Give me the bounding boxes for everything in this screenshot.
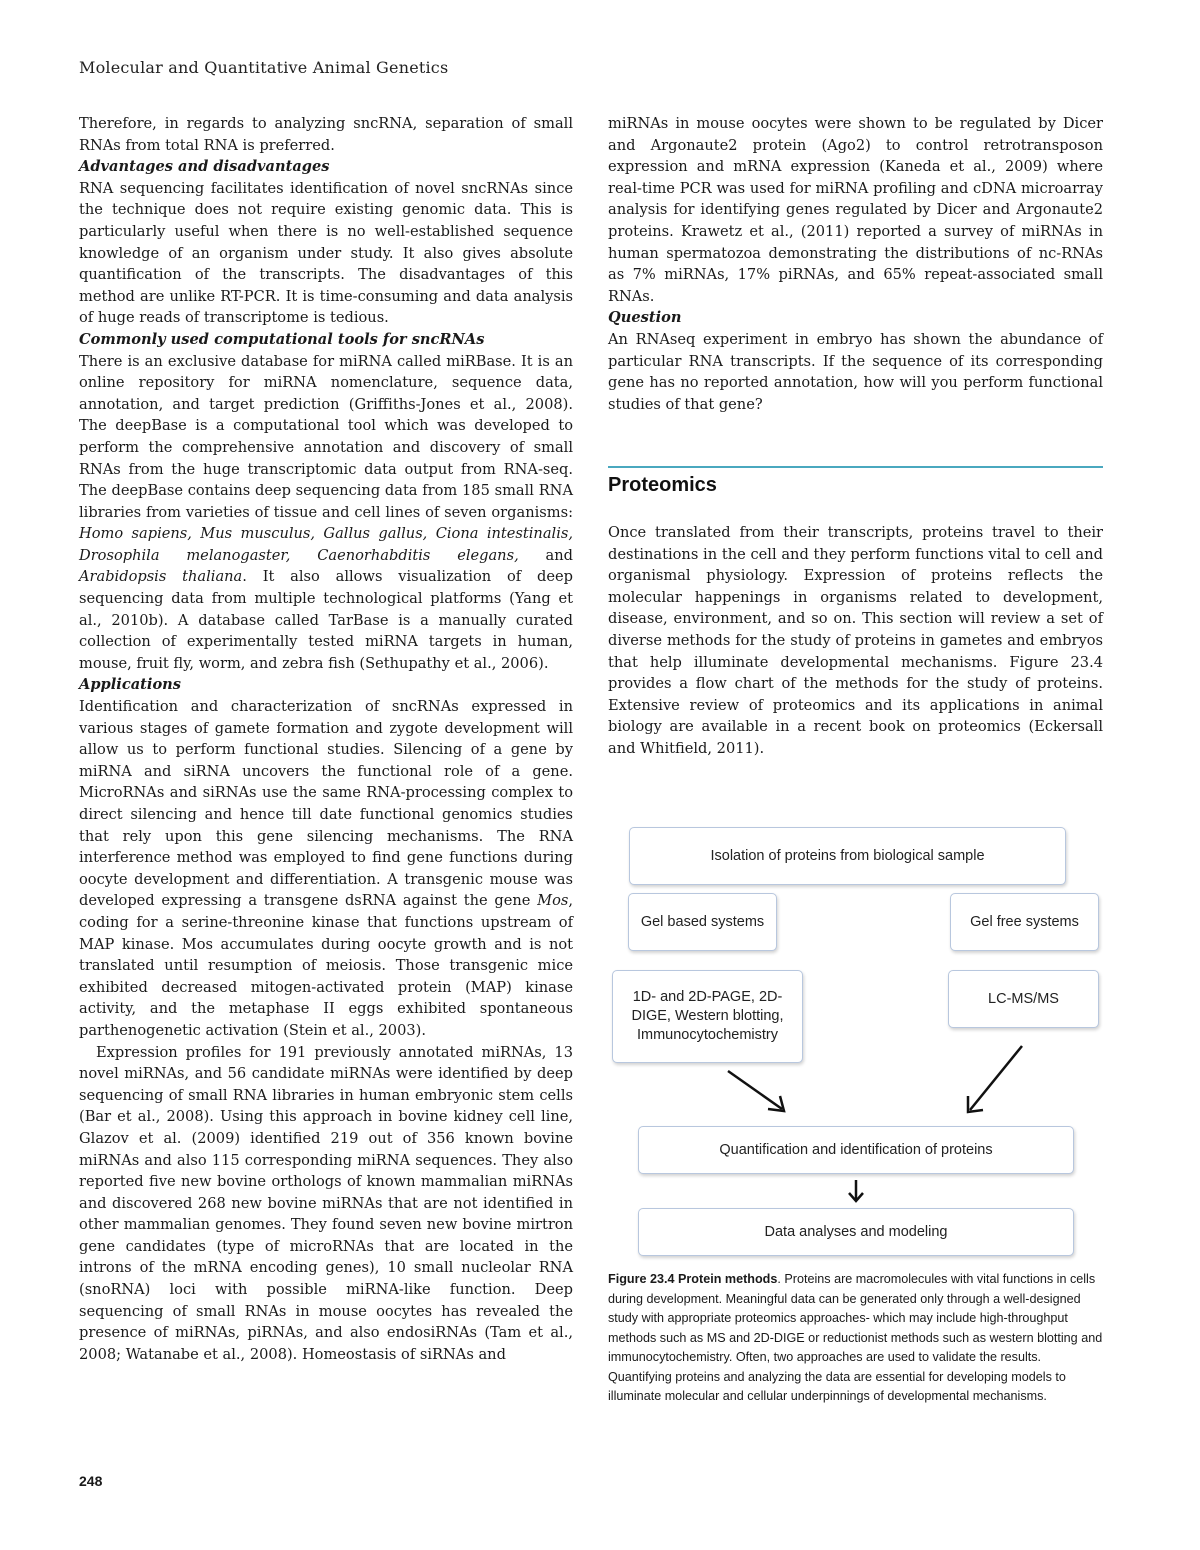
tools-heading: Commonly used computational tools for sncRNAs	[79, 330, 485, 348]
question-paragraph: An RNAseq experiment in embryo has shown the abundance of particular RNA transcripts. If the sequence of its corresponding gene has no reported annotation, how will you perform functional studies of that gene?	[608, 330, 1103, 413]
applications-text-2: , coding for a serine-threonine kinase that functions upstream of MAP kinase. Mos accumulates during oocyte growth and is not translated until resumption of meiosis. Those transgenic mice exhibited decreased mitogen-activated protein (MAP) kinase activity, and the metaphase II eggs exhibited spontaneous parthenogenetic activation (Stein et al., 2003).	[79, 892, 573, 1039]
isolation-box: Isolation of proteins from biological sample	[629, 827, 1066, 885]
proteomics-paragraph: Once translated from their transcripts, proteins travel to their destinations in the cell and they perform functions vital to cell and organismal physiology. Expression of proteins reflects the molecular happenings in organisms related to development, disease, environment, and so on. This section will review a set of diverse methods for the study of proteins in gametes and embryos that help illuminate developmental mechanisms. Figure 23.4 provides a flow chart of the methods for the study of proteins. Extensive review of proteomics and its applications in animal biology are available in a recent book on proteomics (Eckersall and Whitfield, 2011).	[608, 524, 1103, 757]
applications-heading: Applications	[79, 676, 182, 694]
quantification-box: Quantification and identification of proteins	[638, 1126, 1074, 1174]
arrow-down-icon	[846, 1177, 866, 1205]
gel-based-box: Gel based systems	[628, 893, 777, 951]
arrow-left-icon	[718, 1065, 798, 1125]
applications-paragraph	[79, 696, 573, 1042]
caption-title: Protein methods	[678, 1272, 778, 1286]
caption-text: . Proteins are macromolecules with vital functions in cells during development. Meaningful data can be generated only through a well-designed study with appropriate proteomics approaches- which may include high-throughput methods such as MS and 2D-DIGE or reductionist methods such as western blotting and immunocytochemistry. Often, two approaches are used to validate the results. Quantifying proteins and analyzing the data are essential for developing models to illuminate molecular and cellular underpinnings of developmental mechanisms.	[608, 1272, 1103, 1403]
continuation-paragraph: miRNAs in mouse oocytes were shown to be regulated by Dicer and Argonaute2 protein (Ago2) to control retrotransposon expression and mRNA expression (Kaneda et al., 2009) where real-time PCR was used for miRNA profiling and cDNA microarray analysis for identifying genes regulated by Dicer and Argonaute2 proteins. Krawetz et al., (2011) reported a survey of miRNAs in human spermatozoa demonstrating the distributions of nc-RNAs as 7% miRNAs, 17% piRNAs, and 65% repeat-associated small RNAs.	[608, 115, 1103, 305]
tools-species-last: Arabidopsis thaliana	[79, 568, 243, 586]
applications-gene: Mos	[537, 892, 569, 910]
proteomics-body	[608, 522, 1103, 760]
expression-paragraph: Expression profiles for 191 previously annotated miRNAs, 13 novel miRNAs, and 56 candidate miRNAs were identified by deep sequencing of small RNA libraries in human embryonic stem cells (Bar et al., 2008). Using this approach in bovine kidney cell line, Glazov et al. (2009) identified 219 out of 356 known bovine miRNAs and also 115 corresponding miRNA sequences. They also reported five new bovine orthologs of known mammalian miRNAs and discovered 268 new bovine miRNAs that are not identified in other mammalian genomes. They found seven new bovine mirtron gene candidates (type of microRNAs that are located in the introns of the mRNA encoding genes), 10 small nucleolar RNA (snoRNA) loci with possible miRNA-like function. Deep sequencing of small RNAs in mouse oocytes has revealed the presence of miRNAs, piRNAs, and also endosiRNAs (Tam et al., 2008; Watanabe et al., 2008). Homeostasis of siRNAs and	[79, 1043, 573, 1363]
gel-free-box: Gel free systems	[950, 893, 1099, 951]
left-column	[79, 113, 573, 1365]
intro-paragraph: Therefore, in regards to analyzing sncRNA, separation of small RNAs from total RNA is preferred.	[79, 115, 573, 154]
tools-and: and	[518, 546, 573, 564]
running-head: Molecular and Quantitative Animal Genetics	[79, 58, 449, 77]
lcms-box: LC-MS/MS	[948, 970, 1099, 1028]
gel-methods-box: 1D- and 2D-PAGE, 2D-DIGE, Western blotting, Immunocytochemistry	[612, 970, 803, 1063]
question-heading: Question	[608, 309, 682, 327]
applications-text-1: Identification and characterization of sncRNAs expressed in various stages of gamete formation and zygote development will allow us to perform functional studies. Silencing of a gene by miRNA and siRNA uncovers the functional role of a gene. MicroRNAs and siRNAs use the same RNA-processing complex to direct silencing and hence till date functional genomics studies that rely upon this gene silencing mechanisms. The RNA interference method was employed to find gene functions during oocyte development and differentiation. A transgenic mouse was developed expressing a transgene dsRNA against the gene	[79, 698, 573, 910]
tools-text-1: There is an exclusive database for miRNA called miRBase. It is an online repository for miRNA nomenclature, sequence data, annotation, and target prediction (Griffiths-Jones et al., 2008). The deepBase is a computational tool which was developed to perform the comprehensive annotation and discovery of small RNAs from the huge transcriptomic data output from RNA-seq. The deepBase contains deep sequencing data from 185 small RNA libraries from varieties of tissue and cell lines of seven organisms:	[79, 352, 573, 521]
tools-text-2: . It also allows visualization of deep sequencing data from multiple technological platforms (Yang et al., 2010b). A database called TarBase is a manually curated collection of experimentally tested miRNA targets in human, mouse, fruit fly, worm, and zebra fish (Sethupathy et al., 2006).	[79, 568, 573, 672]
caption-label: Figure 23.4	[608, 1272, 675, 1286]
arrow-right-icon	[960, 1042, 1030, 1120]
section-title: Proteomics	[608, 474, 717, 496]
tools-paragraph	[79, 351, 573, 675]
tools-species: Homo sapiens, Mus musculus, Gallus gallus, Ciona intestinalis, Drosophila melanogaster, Caenorhabditis elegans,	[79, 525, 573, 564]
right-column	[608, 113, 1103, 415]
advantages-paragraph: RNA sequencing facilitates identification of novel sncRNAs since the technique does not require existing genomic data. This is particularly useful when there is no well-established sequence knowledge of an organism under study. It also gives absolute quantification of the transcripts. The disadvantages of this method are unlike RT-PCR. It is time-consuming and data analysis of huge reads of transcriptome is tedious.	[79, 179, 573, 327]
figure-caption	[608, 1270, 1103, 1407]
advantages-heading: Advantages and disadvantages	[79, 158, 330, 176]
section-rule	[608, 466, 1103, 468]
data-analyses-box: Data analyses and modeling	[638, 1208, 1074, 1256]
page-number: 248	[79, 1473, 103, 1489]
